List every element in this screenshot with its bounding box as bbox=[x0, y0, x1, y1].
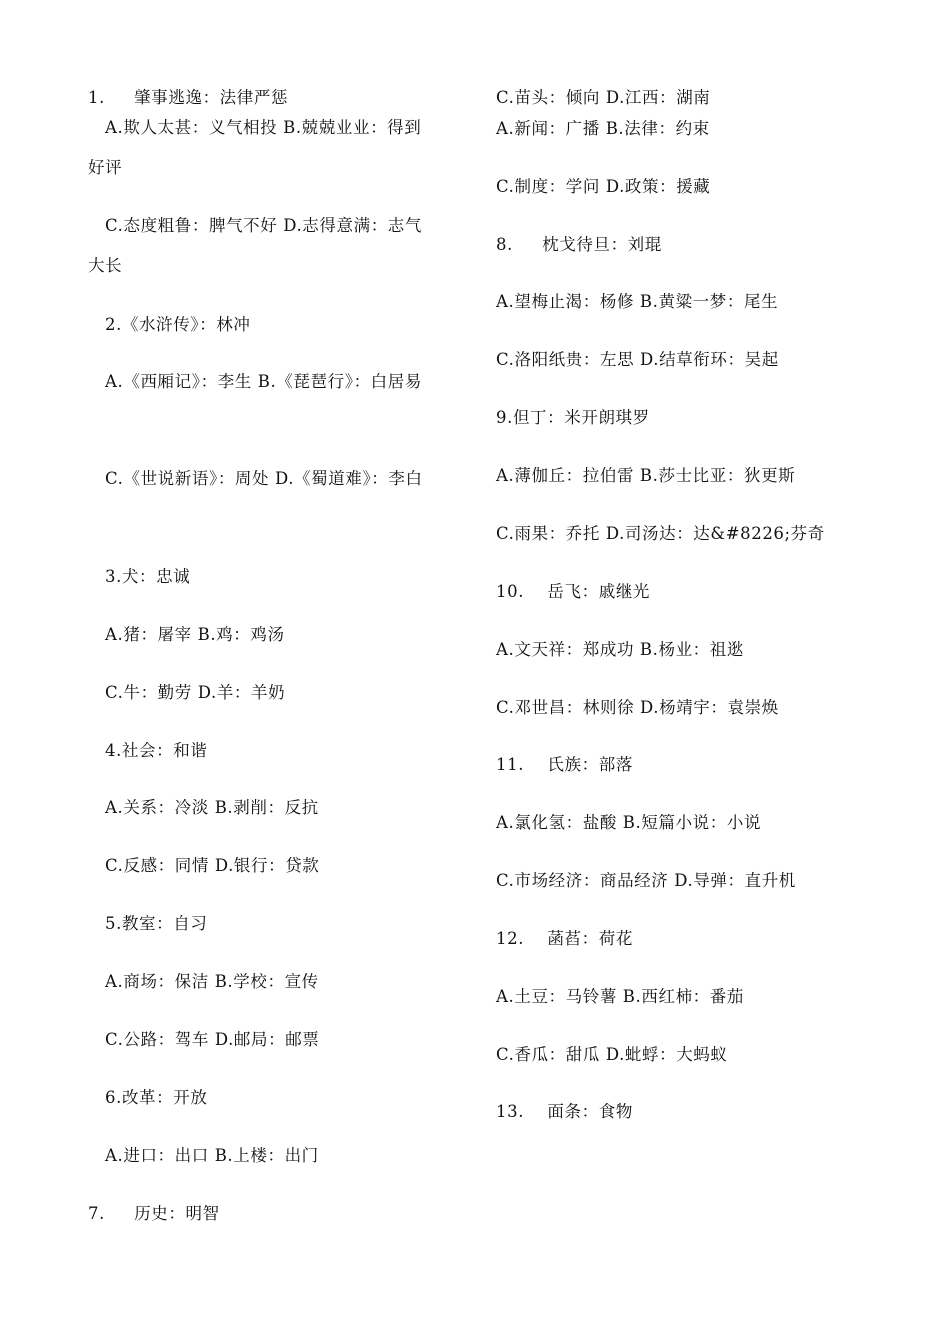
question-13-stem: 13. 面条：食物 bbox=[496, 1102, 633, 1121]
question-4-options-ab: A.关系：冷淡 B.剥削：反抗 bbox=[105, 798, 319, 817]
question-1-options-cd: C.态度粗鲁：脾气不好 D.志得意满：志气大长 bbox=[88, 216, 423, 275]
question-3-options-cd: C.牛：勤劳 D.羊：羊奶 bbox=[105, 683, 286, 702]
question-6-stem: 6.改革：开放 bbox=[105, 1088, 208, 1107]
question-1-options-ab: A.欺人太甚：义气相投 B.兢兢业业：得到好评 bbox=[88, 118, 422, 177]
question-3-options-ab: A.猪：屠宰 B.鸡：鸡汤 bbox=[105, 625, 285, 644]
question-7-stem: 7. 历史：明智 bbox=[88, 1204, 220, 1223]
question-5-options-cd: C.公路：驾车 D.邮局：邮票 bbox=[105, 1030, 320, 1049]
question-10-stem: 10. 岳飞：戚继光 bbox=[496, 582, 651, 601]
question-10-options-ab: A.文天祥：郑成功 B.杨业：祖逖 bbox=[496, 640, 744, 659]
question-6-options-ab: A.进口：出口 B.上楼：出门 bbox=[105, 1146, 319, 1165]
question-9-stem: 9.但丁：米开朗琪罗 bbox=[496, 408, 650, 427]
question-12-options-cd: C.香瓜：甜瓜 D.蚍蜉：大蚂蚁 bbox=[496, 1045, 728, 1064]
question-9-options-ab: A.薄伽丘：拉伯雷 B.莎士比亚：狄更斯 bbox=[496, 466, 796, 485]
question-2-options-cd: C.《世说新语》：周处 D.《蜀道难》：李白 bbox=[105, 469, 423, 488]
question-2-options-ab: A.《西厢记》：李生 B.《琵琶行》：白居易 bbox=[105, 372, 422, 391]
question-4-options-cd: C.反感：同情 D.银行：贷款 bbox=[105, 856, 320, 875]
question-7-options-ab: A.新闻：广播 B.法律：约束 bbox=[496, 119, 710, 138]
question-9-options-cd: C.雨果：乔托 D.司汤达：达&#8226;芬奇 bbox=[496, 524, 825, 543]
question-8-options-ab: A.望梅止渴：杨修 B.黄粱一梦：尾生 bbox=[496, 292, 779, 311]
question-5-options-ab: A.商场：保洁 B.学校：宣传 bbox=[105, 972, 319, 991]
question-11-options-cd: C.市场经济：商品经济 D.导弹：直升机 bbox=[496, 871, 796, 890]
question-12-stem: 12. 菡萏：荷花 bbox=[496, 929, 633, 948]
question-12-options-ab: A.土豆：马铃薯 B.西红柿：番茄 bbox=[496, 987, 744, 1006]
question-6-options-cd: C.苗头：倾向 D.江西：湖南 bbox=[496, 88, 711, 107]
question-3-stem: 3.犬：忠诚 bbox=[105, 567, 191, 586]
question-8-stem: 8. 枕戈待旦：刘琨 bbox=[496, 235, 662, 254]
question-4-stem: 4.社会：和谐 bbox=[105, 741, 208, 760]
question-1-stem: 1. 肇事逃逸：法律严惩 bbox=[88, 88, 289, 107]
question-8-options-cd: C.洛阳纸贵：左思 D.结草衔环：吴起 bbox=[496, 350, 779, 369]
question-11-stem: 11. 氏族：部落 bbox=[496, 755, 633, 774]
question-7-options-cd: C.制度：学问 D.政策：援藏 bbox=[496, 177, 711, 196]
question-10-options-cd: C.邓世昌：林则徐 D.杨靖宇：袁崇焕 bbox=[496, 698, 779, 717]
question-5-stem: 5.教室：自习 bbox=[105, 914, 208, 933]
question-2-stem: 2.《水浒传》：林冲 bbox=[105, 315, 251, 334]
question-11-options-ab: A.氯化氢：盐酸 B.短篇小说：小说 bbox=[496, 813, 762, 832]
